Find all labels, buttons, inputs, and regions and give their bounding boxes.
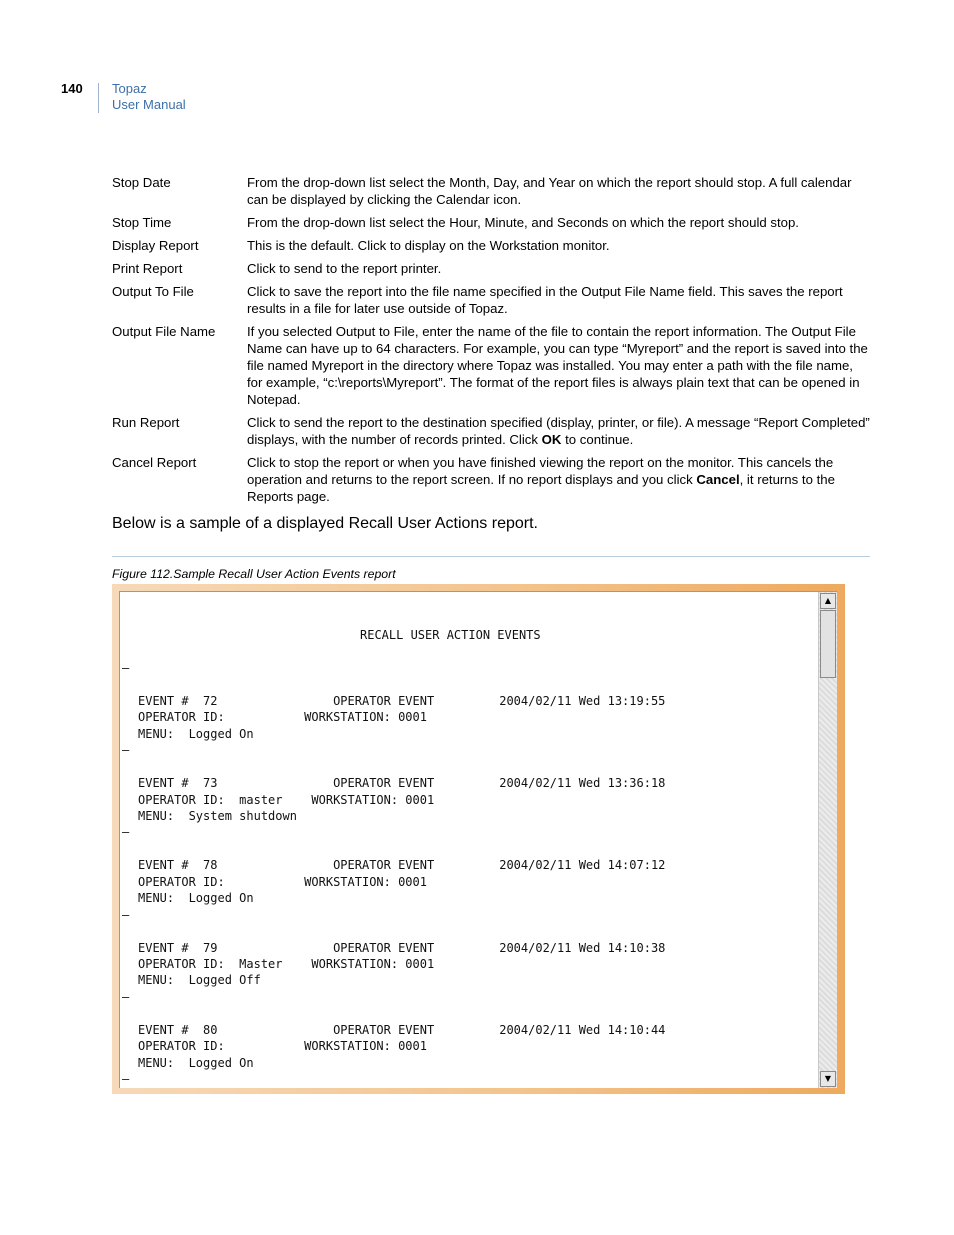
description-text: Click to stop the report or when you have finished viewing the report on the monitor. This cancels the operation and returns to the report screen. If no report displays and you click — [247, 455, 834, 487]
definition-row — [112, 260, 872, 283]
definition-term: Output To File — [112, 284, 194, 299]
menu-line: MENU: Logged On — [138, 726, 254, 741]
bold-ui-term: Cancel — [696, 472, 740, 487]
report-window — [119, 591, 837, 1088]
operator-line: OPERATOR ID: WORKSTATION: 0001 — [138, 710, 427, 725]
page-number: 140 — [61, 81, 83, 96]
definition-table — [112, 174, 872, 511]
event-line: EVENT # 78 OPERATOR EVENT 2004/02/11 Wed 14:07:12 — [138, 858, 666, 873]
section-separator — [112, 556, 870, 557]
description-text: This is the default. Click to display on the Workstation monitor. — [247, 238, 610, 253]
report-screenshot-frame — [112, 584, 845, 1094]
scroll-thumb[interactable] — [820, 610, 836, 678]
menu-line: MENU: Logged On — [138, 1055, 254, 1070]
bold-ui-term: OK — [541, 432, 562, 447]
event-line: EVENT # 79 OPERATOR EVENT 2004/02/11 Wed 14:10:38 — [138, 940, 666, 955]
description-text: From the drop-down list select the Hour, Minute, and Seconds on which the report should stop. — [247, 215, 799, 230]
operator-line: OPERATOR ID: Master WORKSTATION: 0001 — [138, 957, 435, 971]
description-text: , it returns to the Reports page. — [247, 472, 835, 504]
report-separator: – — [122, 989, 130, 1004]
report-title: RECALL USER ACTION EVENTS — [360, 628, 541, 642]
definition-row — [112, 323, 872, 414]
definition-term: Print Report — [112, 261, 183, 276]
report-separator: – — [122, 825, 130, 840]
description-text: From the drop-down list select the Month, Day, and Year on which the report should stop. A full calendar can be displayed by clicking the Calendar icon. — [247, 175, 852, 207]
menu-line: MENU: Logged On — [138, 891, 254, 906]
definition-description — [247, 214, 872, 237]
figure-caption: Figure 112.Sample Recall User Action Events report — [112, 567, 396, 581]
definition-row — [112, 283, 872, 323]
report-separator: – — [122, 907, 130, 922]
definition-description — [247, 454, 872, 511]
running-header — [112, 81, 186, 113]
definition-row — [112, 214, 872, 237]
operator-line: OPERATOR ID: WORKSTATION: 0001 — [138, 874, 427, 889]
header-divider — [98, 83, 99, 113]
operator-line: OPERATOR ID: master WORKSTATION: 0001 — [138, 792, 435, 807]
description-text: to continue. — [561, 432, 634, 447]
description-text: Click to save the report into the file name specified in the Output File Name field. This saves the report results in a file for later use outside of Topaz. — [247, 284, 843, 316]
operator-line: OPERATOR ID: WORKSTATION: 0001 — [138, 1039, 427, 1054]
definition-term: Stop Time — [112, 215, 172, 230]
definition-description — [247, 283, 872, 323]
description-text: Click to send the report to the destination specified (display, printer, or file). A message “Report Completed” displays, with the number of records printed. Click — [247, 415, 870, 447]
definition-term: Run Report — [112, 415, 180, 430]
definition-row — [112, 174, 872, 214]
vertical-scrollbar[interactable] — [818, 592, 837, 1088]
description-text: If you selected Output to File, enter the name of the file to contain the report information. The Output File Name can have up to 64 characters. For example, you can type “Myreport” and the report is saved into the file named Myreport in the directory where Topaz was installed. You may enter a path with the file name, for example, “c:\reports\Myreport”. The format of the report files is always plain text that can be opened in Notepad. — [247, 324, 868, 407]
report-text-area — [120, 592, 818, 1088]
definition-row — [112, 237, 872, 260]
definition-term: Cancel Report — [112, 455, 197, 470]
menu-line: MENU: System shutdown — [138, 809, 297, 823]
report-separator: – — [122, 1072, 130, 1086]
definition-description — [247, 323, 872, 414]
definition-row — [112, 454, 872, 511]
definition-description — [247, 237, 872, 260]
definition-description — [247, 414, 872, 454]
event-line: EVENT # 72 OPERATOR EVENT 2004/02/11 Wed 13:19:55 — [138, 694, 666, 708]
menu-line: MENU: Logged Off — [138, 973, 261, 988]
definition-description — [247, 260, 872, 283]
scroll-up-icon[interactable]: ▲ — [820, 593, 836, 609]
definition-description — [247, 174, 872, 214]
definition-term: Output File Name — [112, 324, 216, 339]
scroll-down-icon[interactable]: ▼ — [820, 1071, 836, 1087]
event-line: EVENT # 73 OPERATOR EVENT 2004/02/11 Wed 13:36:18 — [138, 776, 666, 791]
event-line: EVENT # 80 OPERATOR EVENT 2004/02/11 Wed 14:10:44 — [138, 1022, 666, 1037]
description-text: Click to send to the report printer. — [247, 261, 442, 276]
definition-term: Display Report — [112, 238, 199, 253]
manual-name: User Manual — [112, 97, 186, 112]
product-name: Topaz — [112, 81, 147, 96]
definition-term: Stop Date — [112, 175, 171, 190]
report-separator: – — [122, 661, 130, 675]
definition-row — [112, 414, 872, 454]
intro-paragraph: Below is a sample of a displayed Recall User Actions report. — [112, 515, 538, 532]
report-separator: – — [122, 743, 130, 758]
